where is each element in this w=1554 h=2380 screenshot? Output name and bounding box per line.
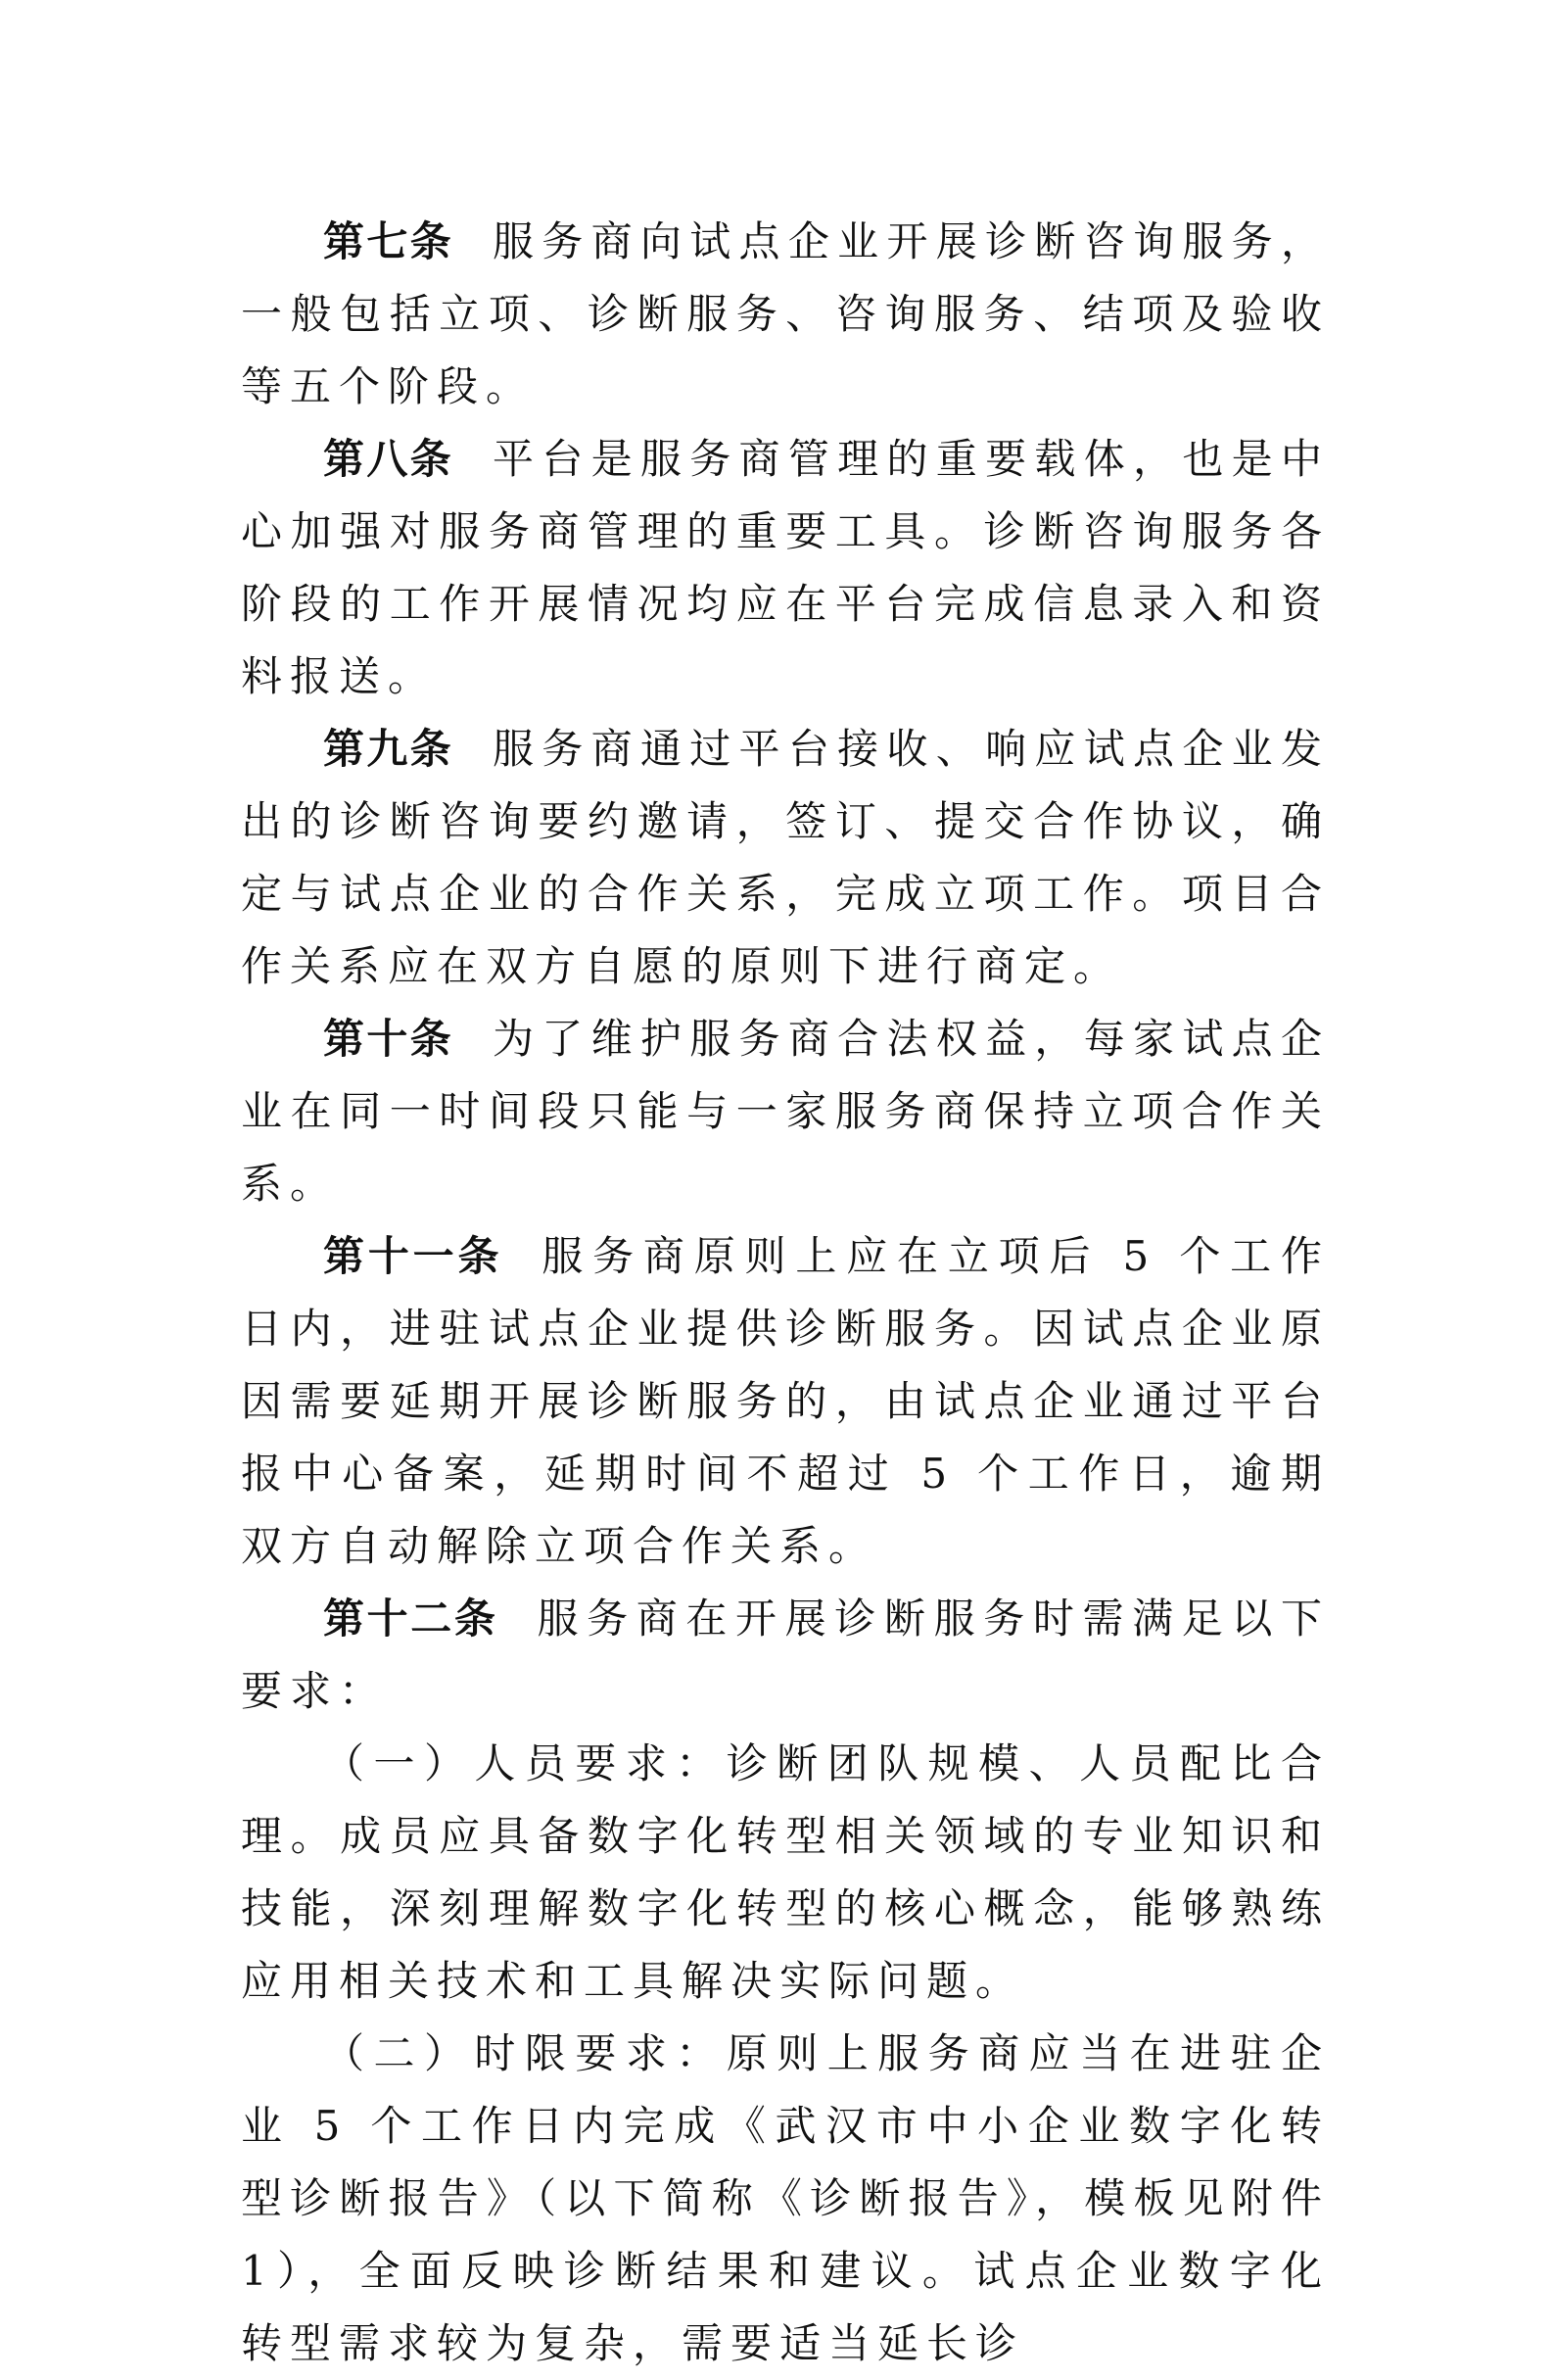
article-11 — [241, 1220, 1330, 1583]
article-11-heading: 第十一条 — [323, 1232, 503, 1280]
article-12-heading: 第十二条 — [323, 1595, 498, 1642]
article-7-heading: 第七条 — [323, 217, 453, 265]
article-8 — [241, 423, 1330, 713]
list-item-personnel: （一）人员要求：诊断团队规模、人员配比合理。成员应具备数字化转型相关领域的专业知识和技能，深刻理解数字化转型的核心概念，能够熟练应用相关技术和工具解决实际问题。 — [241, 1739, 1330, 2005]
article-11-text: 服务商原则上应在立项后 5 个工作日内，进驻试点企业提供诊断服务。因试点企业原因需要延期开展诊断服务的，由试点企业通过平台报中心备案，延期时间不超过 5 个工作日，逾期双方自动解除立项合作关系。 — [241, 1232, 1330, 1570]
article-7 — [241, 206, 1330, 423]
page-body — [241, 206, 1330, 2380]
list-item-time-limit: （二）时限要求：原则上服务商应当在进驻企业 5 个工作日内完成《武汉市中小企业数字化转型诊断报告》（以下简称《诊断报告》，模板见附件 1），全面反映诊断结果和建议。试点企业数字化转型需求较为复杂，需要适当延长诊 — [241, 2029, 1330, 2367]
article-8-text: 平台是服务商管理的重要载体，也是中心加强对服务商管理的重要工具。诊断咨询服务各阶段的工作开展情况均应在平台完成信息录入和资料报送。 — [241, 435, 1330, 700]
article-7-text: 服务商向试点企业开展诊断咨询服务，一般包括立项、诊断服务、咨询服务、结项及验收等五个阶段。 — [241, 217, 1330, 410]
article-8-heading: 第八条 — [323, 435, 453, 483]
article-10-heading: 第十条 — [323, 1015, 453, 1063]
article-9 — [241, 713, 1330, 1003]
article-12 — [241, 1583, 1330, 1728]
article-9-heading: 第九条 — [323, 725, 453, 773]
article-12-text: 服务商在开展诊断服务时需满足以下要求： — [241, 1595, 1330, 1715]
article-9-text: 服务商通过平台接收、响应试点企业发出的诊断咨询要约邀请，签订、提交合作协议，确定与试点企业的合作关系，完成立项工作。项目合作关系应在双方自愿的原则下进行商定。 — [241, 725, 1330, 990]
article-10-text: 为了维护服务商合法权益，每家试点企业在同一时间段只能与一家服务商保持立项合作关系。 — [241, 1015, 1330, 1208]
article-10 — [241, 1003, 1330, 1220]
